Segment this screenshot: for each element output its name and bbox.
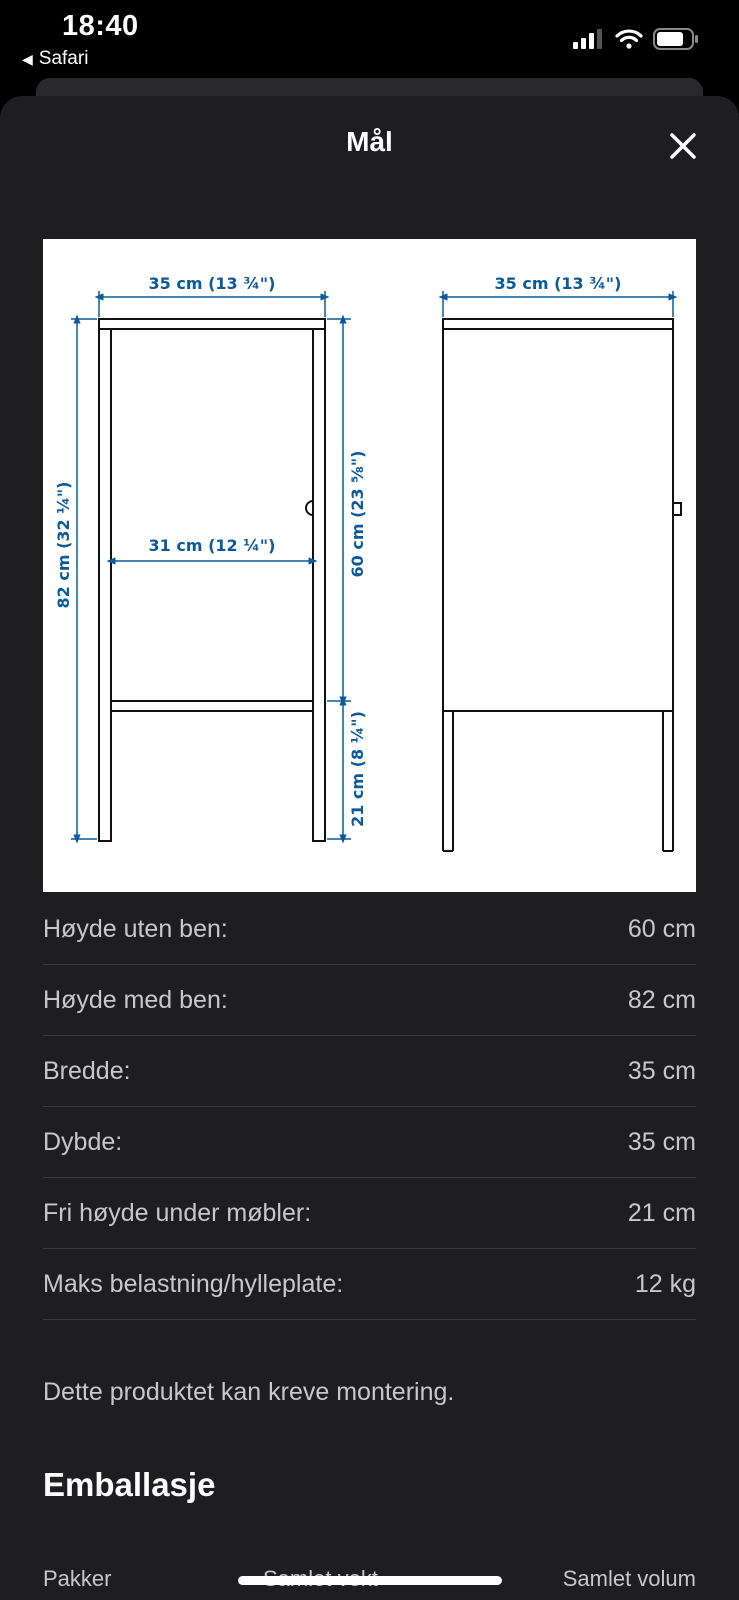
inner-width-label: 31 cm (12 ¼") [148, 536, 276, 555]
signal-icon [573, 29, 605, 49]
spec-label: Høyde uten ben: [43, 914, 228, 943]
specs-list [43, 894, 696, 1320]
cabinet-drawing [43, 239, 696, 892]
status-icons [573, 28, 699, 50]
spec-value: 82 cm [627, 985, 696, 1014]
status-time: 18:40 [62, 10, 139, 42]
spec-row [43, 1036, 696, 1107]
spec-value: 35 cm [627, 1127, 696, 1156]
spec-row [43, 1107, 696, 1178]
dimensions-diagram [43, 239, 696, 892]
spec-row [43, 965, 696, 1036]
spec-label: Bredde: [43, 1056, 131, 1085]
assembly-note: Dette produktet kan kreve montering. [43, 1378, 455, 1406]
spec-row [43, 1178, 696, 1249]
spec-row [43, 1249, 696, 1320]
back-app-label: Safari [38, 48, 89, 69]
sheet-title: Mål [346, 126, 393, 157]
spec-label: Dybde: [43, 1127, 123, 1156]
home-indicator[interactable] [238, 1576, 502, 1585]
back-to-app-link[interactable] [22, 48, 88, 70]
front-view [99, 319, 325, 841]
status-bar [0, 0, 739, 80]
back-arrow-icon: ◀ [22, 50, 33, 67]
cabinet-height-label: 60 cm (23 ⅝") [348, 450, 367, 578]
side-view [443, 319, 681, 851]
packaging-col-volume: Samlet volum [562, 1566, 696, 1591]
spec-value: 35 cm [627, 1056, 696, 1085]
width-label-front: 35 cm (13 ¾") [148, 274, 276, 293]
spec-label: Fri høyde under møbler: [43, 1198, 312, 1227]
width-label-side: 35 cm (13 ¾") [494, 274, 622, 293]
spec-label: Maks belastning/hylleplate: [43, 1269, 344, 1298]
wifi-icon [615, 29, 643, 49]
spec-value: 60 cm [627, 914, 696, 943]
spec-label: Høyde med ben: [43, 985, 228, 1014]
close-icon[interactable] [669, 132, 697, 160]
dimensions-sheet [0, 96, 739, 1600]
spec-value: 12 kg [634, 1269, 696, 1298]
spec-value: 21 cm [627, 1198, 696, 1227]
spec-row [43, 894, 696, 965]
background-page-peek [72, 74, 152, 84]
packaging-col-packages: Pakker [43, 1566, 112, 1591]
total-height-label: 82 cm (32 ¼") [54, 481, 73, 609]
battery-icon [653, 28, 699, 50]
leg-height-label: 21 cm (8 ¼") [348, 711, 367, 827]
packaging-title: Emballasje [43, 1466, 216, 1503]
